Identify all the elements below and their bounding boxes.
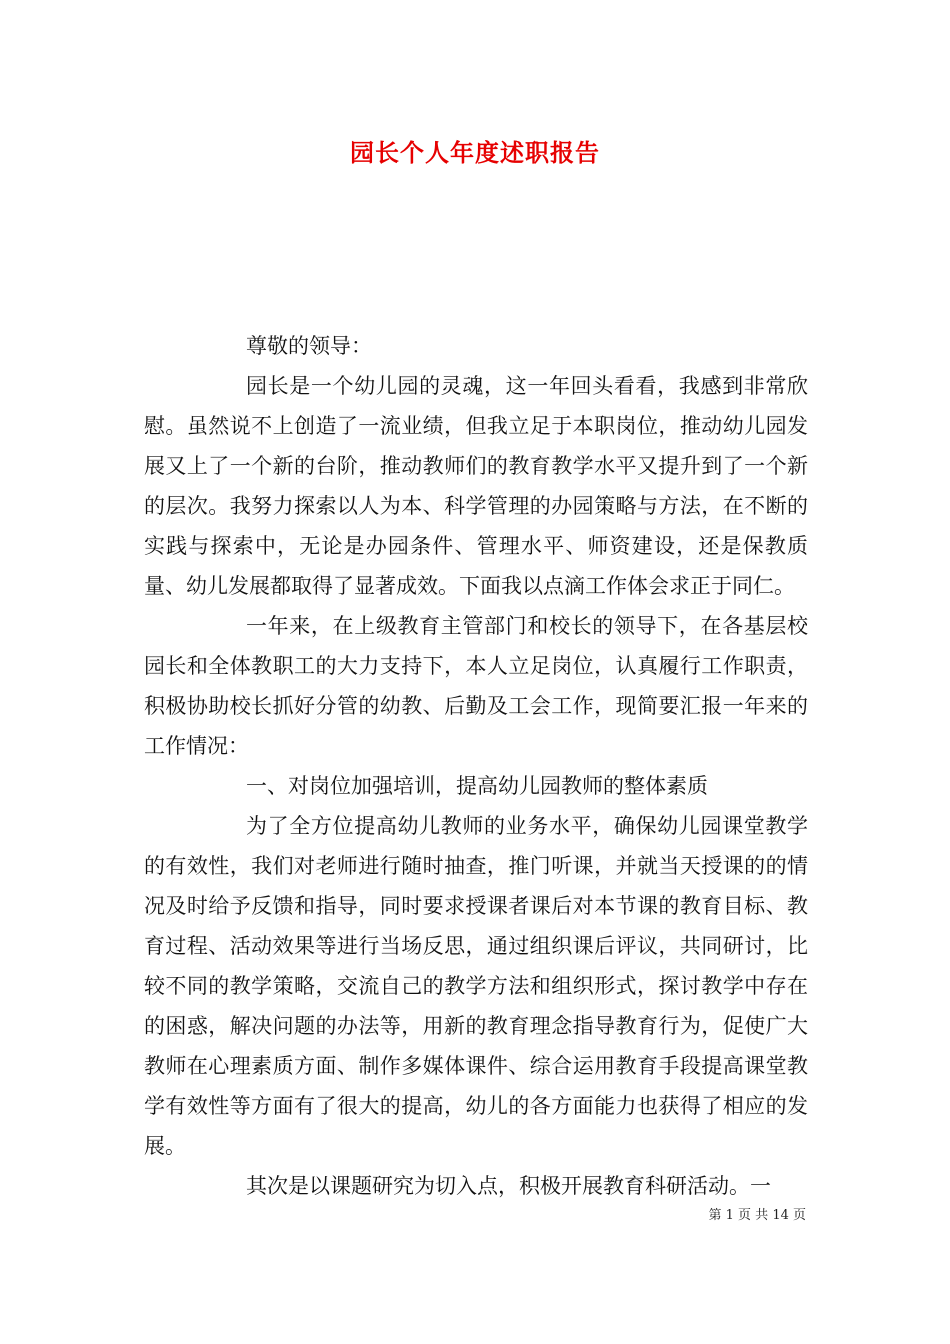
paragraph-research: 其次是以课题研究为切入点，积极开展教育科研活动。一 <box>246 1174 771 1198</box>
salutation: 尊敬的领导： <box>246 334 372 358</box>
section-heading-training: 一、对岗位加强培训，提高幼儿园教师的整体素质 <box>246 774 708 798</box>
document-body <box>144 326 808 1206</box>
paragraph-intro: 园长是一个幼儿园的灵魂，这一年回头看看，我感到非常欣慰。虽然说不上创造了一流业绩，但我立足于本职岗位，推动幼儿园发展又上了一个新的台阶，推动教师们的教育教学水平又提升到了一个新的层次。我努力探索以人为本、科学管理的办园策略与方法，在不断的实践与探索中，无论是办园条件、管理水平、师资建设，还是保教质量、幼儿发展都取得了显著成效。下面我以点滴工作体会求正于同仁。 <box>144 374 808 598</box>
document-title: 园长个人年度述职报告 <box>350 138 600 167</box>
page-number-footer: 第 1 页 共 14 页 <box>708 1208 806 1223</box>
paragraph-overview: 一年来，在上级教育主管部门和校长的领导下，在各基层校园长和全体教职工的大力支持下，本人立足岗位，认真履行工作职责，积极协助校长抓好分管的幼教、后勤及工会工作，现简要汇报一年来的工作情况： <box>144 614 808 758</box>
paragraph-training: 为了全方位提高幼儿教师的业务水平，确保幼儿园课堂教学的有效性，我们对老师进行随时抽查，推门听课，并就当天授课的的情况及时给予反馈和指导，同时要求授课者课后对本节课的教育目标、教育过程、活动效果等进行当场反思，通过组织课后评议，共同研讨，比较不同的教学策略，交流自己的教学方法和组织形式，探讨教学中存在的困惑，解决问题的办法等，用新的教育理念指导教育行为，促使广大教师在心理素质方面、制作多媒体课件、综合运用教育手段提高课堂教学有效性等方面有了很大的提高，幼儿的各方面能力也获得了相应的发展。 <box>144 814 808 1158</box>
